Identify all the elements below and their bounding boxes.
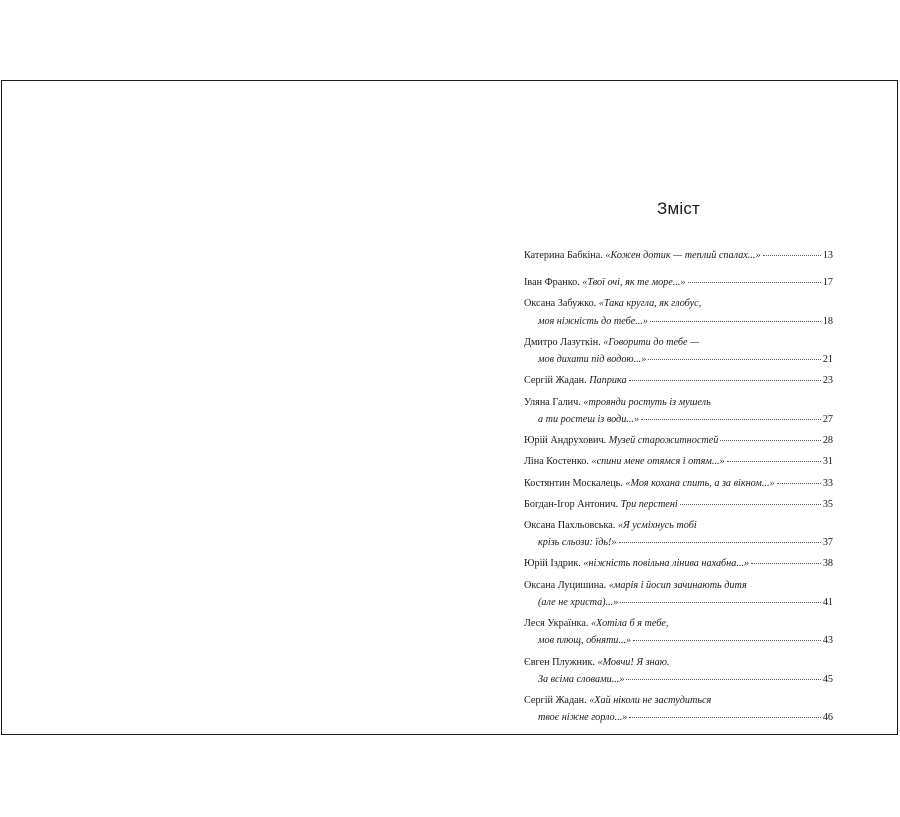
toc-line (524, 709, 833, 726)
toc-page-number: 37 (822, 537, 833, 549)
toc-line (524, 432, 833, 449)
toc-entry (524, 692, 833, 727)
toc-author: Костянтин Москалець. (524, 477, 626, 489)
toc-line (524, 594, 833, 611)
toc-page-number: 17 (822, 277, 833, 289)
toc-author: Ліна Костенко. (524, 456, 592, 468)
toc-entry (524, 555, 833, 572)
toc-entry (524, 372, 833, 389)
toc-page-number: 31 (822, 456, 833, 468)
toc-line (524, 247, 833, 264)
toc-line (524, 453, 833, 470)
toc-line (524, 615, 833, 632)
toc-line (524, 411, 833, 428)
toc-work-title: «троянди ростуть із мушель (583, 396, 711, 408)
toc-work-title: «Така кругла, як глобус, (598, 298, 702, 310)
toc-work-title: «спини мене отямся і отям...» (591, 456, 725, 468)
toc-author: Сергій Жадан. (524, 375, 590, 387)
toc-work-title: За всіма словами...» (538, 673, 625, 685)
toc-entry (524, 247, 833, 264)
toc-line (524, 671, 833, 688)
toc-author: Сергій Жадан. (524, 695, 590, 706)
toc-page-number: 18 (822, 315, 833, 327)
toc-work-title: «Говорити до тебе — (603, 336, 700, 348)
toc-author: Оксана Пахльовська. (524, 519, 618, 531)
toc-work-title: мов плющ, обняти...» (538, 635, 632, 647)
toc-page-number: 41 (822, 596, 833, 608)
toc-page-number: 23 (822, 375, 833, 387)
toc-author: Катерина Бабкіна. (524, 250, 606, 261)
toc-entry (524, 654, 833, 689)
toc-entry (524, 295, 833, 330)
toc-leader-dots (688, 281, 821, 283)
toc-line (524, 372, 833, 389)
toc-work-title: твоє ніжне горло...» (538, 712, 628, 724)
toc-line (524, 577, 833, 594)
toc-page-number: 27 (822, 413, 833, 425)
toc-entry (524, 334, 833, 369)
toc-work-title: «Мовчи! Я знаю. (597, 656, 670, 668)
toc-entry (524, 453, 833, 470)
toc-work-title: Музей старожитностей (608, 435, 719, 447)
toc-author: Леся Українка. (524, 618, 591, 630)
toc-leader-dots (648, 358, 820, 360)
toc-leader-dots (620, 601, 821, 603)
toc-entry (524, 615, 833, 650)
toc-work-title: Три перстені (620, 498, 678, 510)
toc-leader-dots (641, 418, 821, 420)
toc-page-number: 35 (822, 498, 833, 510)
toc-leader-dots (751, 562, 821, 564)
toc-leader-dots (777, 482, 821, 484)
toc-leader-dots (720, 439, 820, 441)
toc-work-title: «Я усміхнусь тобі (617, 519, 697, 531)
toc-line (524, 351, 833, 368)
toc-work-title: «Хотіла б я тебе, (590, 618, 669, 630)
toc-page-number: 45 (822, 673, 833, 685)
toc-page-number: 33 (822, 477, 833, 489)
toc-page-number: 21 (822, 354, 833, 366)
toc-entry (524, 517, 833, 552)
toc-page-number: 43 (822, 635, 833, 647)
toc-leader-dots (629, 716, 820, 718)
toc-line (524, 295, 833, 312)
toc-work-title: «Твої очі, як те море...» (582, 277, 686, 289)
toc-line (524, 654, 833, 671)
toc-work-title: Паприка (589, 375, 627, 387)
toc-list (524, 247, 833, 727)
toc-line (524, 394, 833, 411)
toc-entry (524, 394, 833, 429)
toc-work-title: крізь сльози: їдь!» (538, 537, 617, 549)
toc-work-title: а ти ростеш із води...» (538, 413, 640, 425)
toc-leader-dots (727, 460, 821, 462)
toc-line (524, 496, 833, 513)
toc-author: Юрій Іздрик. (524, 558, 584, 570)
toc-leader-dots (619, 541, 821, 543)
toc-page-number: 13 (822, 250, 833, 261)
toc-page-number: 46 (822, 712, 833, 724)
toc-line (524, 692, 833, 709)
toc-work-title: «марія і йосип зачинають дитя (608, 579, 747, 591)
toc-line (524, 334, 833, 351)
toc-work-title: моя ніжність до тебе...» (538, 315, 648, 327)
toc-line (524, 517, 833, 534)
toc-entry (524, 496, 833, 513)
toc-page-number: 28 (822, 435, 833, 447)
toc-entry (524, 432, 833, 449)
toc-author: Дмитро Лазуткін. (524, 336, 604, 348)
toc-author: Уляна Галич. (524, 396, 584, 408)
toc-line (524, 555, 833, 572)
toc-entry (524, 577, 833, 612)
toc-line (524, 313, 833, 330)
right-page (524, 80, 833, 735)
toc-work-title: «Кожен дотик — теплий спалах...» (605, 250, 761, 261)
toc-leader-dots (626, 678, 820, 680)
toc-leader-dots (629, 379, 821, 381)
toc-work-title: «ніжність повільна лінива нахабна...» (583, 558, 750, 570)
toc-author: Євген Плужник. (524, 656, 598, 668)
toc-line (524, 475, 833, 492)
toc-author: Богдан-Ігор Антонич. (524, 498, 621, 510)
toc-author: Оксана Забужко. (524, 298, 599, 310)
toc-leader-dots (763, 254, 821, 256)
toc-author: Іван Франко. (524, 277, 583, 289)
toc-work-title: «Моя кохана спить, а за вікном...» (625, 477, 775, 489)
toc-work-title: мов дихати під водою...» (538, 354, 647, 366)
toc-leader-dots (680, 503, 821, 505)
toc-leader-dots (650, 320, 821, 322)
toc-line (524, 632, 833, 649)
toc-work-title: (але не христа)...» (538, 596, 619, 608)
toc-work-title: «Хай ніколи не застудиться (589, 695, 712, 706)
toc-author: Юрій Андрухович. (524, 435, 609, 447)
toc-leader-dots (633, 639, 821, 641)
toc-entry (524, 274, 833, 291)
toc-entry (524, 475, 833, 492)
toc-page-number: 38 (822, 558, 833, 570)
toc-author: Оксана Луцишина. (524, 579, 609, 591)
toc-title: Зміст (656, 199, 701, 218)
toc-line (524, 274, 833, 291)
toc-line (524, 534, 833, 551)
